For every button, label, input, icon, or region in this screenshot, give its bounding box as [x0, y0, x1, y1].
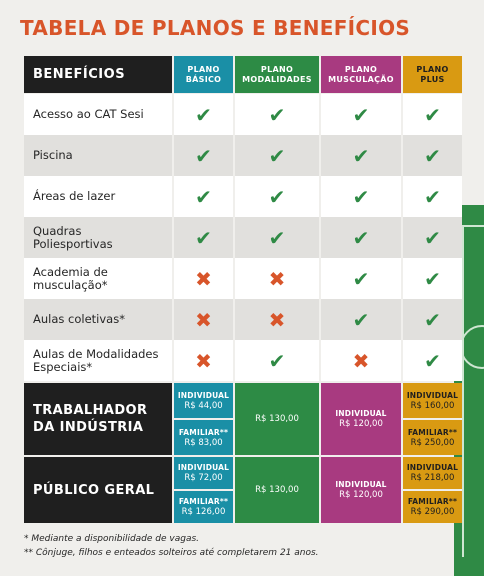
price-value: R$ 44,00	[184, 400, 223, 411]
benefit-cell-musculacao	[321, 258, 403, 299]
benefit-label-line: Piscina	[33, 148, 73, 162]
check-icon: ✔	[424, 266, 441, 291]
benefit-cell-modalidades	[235, 258, 321, 299]
price-value: R$ 72,00	[184, 473, 223, 483]
plan-basico-header	[174, 56, 235, 93]
price-box-individual	[403, 457, 462, 491]
benefit-cell-modalidades	[235, 135, 321, 176]
check-icon: ✔	[352, 184, 370, 209]
benefit-cell-basico	[174, 258, 235, 299]
price-value: R$ 130,00	[255, 413, 299, 424]
benefit-label-line: Quadras	[33, 223, 82, 238]
plan-header-name: PLUS	[420, 74, 445, 84]
benefit-cell-modalidades	[235, 176, 321, 217]
pricing-row-publico	[24, 457, 462, 523]
benefit-cell-plus	[403, 176, 462, 217]
check-icon: ✔	[352, 266, 370, 291]
price-box-musculacao	[321, 383, 401, 455]
benefit-row	[24, 340, 462, 381]
table-header-row	[24, 56, 462, 93]
price-box-individual	[403, 383, 462, 420]
price-value: R$ 250,00	[410, 437, 455, 448]
plan-header-name: MODALIDADES	[242, 74, 312, 84]
check-icon: ✔	[268, 225, 286, 250]
pricing-row-trabalhador	[24, 383, 462, 455]
price-plus-trabalhador	[403, 383, 462, 455]
cross-icon: ✖	[352, 348, 370, 373]
check-icon: ✔	[268, 348, 286, 373]
pricing-label-publico: PÚBLICO GERAL	[24, 457, 174, 523]
price-box-individual	[174, 383, 233, 420]
price-label: FAMILIAR**	[407, 497, 458, 506]
plan-header-line: PLANO	[260, 64, 294, 74]
price-label: FAMILIAR**	[178, 497, 229, 506]
cross-icon: ✖	[195, 307, 212, 332]
price-label: INDIVIDUAL	[406, 463, 459, 472]
benefit-label	[24, 258, 174, 299]
check-icon: ✔	[424, 348, 441, 373]
price-value: R$ 126,00	[181, 507, 226, 517]
footnote: * Mediante a disponibilidade de vagas.	[24, 534, 200, 544]
plan-header-line: PLANO	[187, 64, 220, 74]
benefit-label-line: Especiais*	[33, 359, 93, 374]
benefit-label	[24, 217, 174, 258]
benefit-cell-plus	[403, 299, 462, 340]
benefit-label-line: Aulas de Modalidades	[33, 346, 159, 361]
benefit-row	[24, 176, 462, 217]
field-line	[462, 225, 484, 557]
check-icon: ✔	[195, 225, 212, 250]
check-icon: ✔	[352, 102, 370, 127]
benefit-cell-musculacao	[321, 217, 403, 258]
price-musculacao-publico	[321, 457, 403, 523]
benefit-row	[24, 258, 462, 299]
footnote: ** Cônjuge, filhos e enteados solteiros até completarem 21 anos.	[24, 548, 319, 558]
price-value: R$ 218,00	[410, 473, 455, 483]
cross-icon: ✖	[268, 266, 286, 291]
benefit-label	[24, 340, 174, 381]
benefit-label	[24, 299, 174, 340]
check-icon: ✔	[268, 184, 286, 209]
plan-musculacao-header	[321, 56, 403, 93]
plan-header-line: PLANO	[344, 64, 378, 74]
cross-icon: ✖	[195, 348, 212, 373]
benefit-label-line: Academia de	[33, 264, 108, 279]
benefit-label-line: Áreas de lazer	[33, 189, 116, 203]
price-box-familiar	[403, 420, 462, 455]
price-box-modalidades	[235, 457, 319, 523]
benefit-cell-musculacao	[321, 94, 403, 135]
price-box-familiar	[403, 491, 462, 523]
price-box-modalidades	[235, 383, 319, 455]
price-musculacao-trabalhador	[321, 383, 403, 455]
price-box-musculacao	[321, 457, 401, 523]
cross-icon: ✖	[195, 266, 212, 291]
benefit-cell-musculacao	[321, 176, 403, 217]
plan-modalidades-header	[235, 56, 321, 93]
check-icon: ✔	[424, 225, 441, 250]
price-box-familiar	[174, 491, 233, 523]
benefit-cell-basico	[174, 217, 235, 258]
price-value: R$ 120,00	[339, 419, 383, 429]
benefit-cell-musculacao	[321, 299, 403, 340]
benefit-label	[24, 94, 174, 135]
check-icon: ✔	[352, 307, 370, 332]
plans-table	[24, 56, 462, 523]
plan-header-name: MUSCULAÇÃO	[328, 74, 394, 84]
check-icon: ✔	[268, 102, 286, 127]
price-label: FAMILIAR**	[178, 427, 229, 437]
price-label: INDIVIDUAL	[406, 390, 459, 400]
cross-icon: ✖	[268, 307, 286, 332]
plan-plus-header	[403, 56, 462, 93]
price-plus-publico	[403, 457, 462, 523]
price-box-individual	[174, 457, 233, 491]
benefit-cell-musculacao	[321, 135, 403, 176]
benefit-cell-modalidades	[235, 299, 321, 340]
benefit-cell-plus	[403, 340, 462, 381]
benefit-label	[24, 176, 174, 217]
benefit-row	[24, 299, 462, 340]
price-label: INDIVIDUAL	[177, 390, 230, 400]
benefit-cell-basico	[174, 176, 235, 217]
benefit-label	[24, 135, 174, 176]
price-value: R$ 290,00	[410, 507, 455, 517]
check-icon: ✔	[424, 102, 441, 127]
price-label: INDIVIDUAL	[335, 480, 387, 489]
benefit-cell-basico	[174, 135, 235, 176]
benefit-cell-basico	[174, 94, 235, 135]
pricing-label-line: TRABALHADOR	[33, 403, 148, 418]
benefit-cell-modalidades	[235, 94, 321, 135]
benefit-row	[24, 217, 462, 258]
check-icon: ✔	[424, 184, 441, 209]
pricing-label-line: DA INDÚSTRIA	[33, 420, 144, 435]
check-icon: ✔	[352, 143, 370, 168]
benefit-cell-plus	[403, 217, 462, 258]
benefit-rows	[24, 94, 462, 381]
check-icon: ✔	[195, 143, 212, 168]
price-value: R$ 130,00	[255, 484, 299, 495]
benefits-header: BENEFÍCIOS	[24, 56, 174, 93]
benefit-cell-plus	[403, 135, 462, 176]
benefit-label-line: Aulas coletivas*	[33, 312, 125, 326]
check-icon: ✔	[195, 102, 212, 127]
price-modalidades-trabalhador	[235, 383, 321, 455]
price-label: INDIVIDUAL	[335, 409, 387, 418]
benefit-label-line: musculação*	[33, 277, 108, 292]
plan-header-name: BÁSICO	[185, 74, 222, 84]
check-icon: ✔	[424, 307, 441, 332]
benefit-row	[24, 135, 462, 176]
price-label: FAMILIAR**	[407, 427, 458, 437]
price-box-familiar	[174, 420, 233, 455]
benefit-row	[24, 94, 462, 135]
benefit-cell-plus	[403, 94, 462, 135]
price-basico-publico	[174, 457, 235, 523]
price-label: INDIVIDUAL	[177, 463, 230, 472]
benefit-cell-musculacao	[321, 340, 403, 381]
benefit-label-line: Poliesportivas	[33, 236, 113, 251]
price-value: R$ 160,00	[410, 400, 455, 411]
benefit-label-line: Acesso ao CAT Sesi	[33, 107, 144, 121]
benefit-cell-basico	[174, 299, 235, 340]
benefit-cell-modalidades	[235, 217, 321, 258]
footnotes	[24, 532, 319, 560]
price-value: R$ 120,00	[339, 490, 383, 500]
pricing-label-trabalhador	[24, 383, 174, 455]
plan-header-line: PLANO	[416, 64, 449, 74]
check-icon: ✔	[352, 225, 370, 250]
price-basico-trabalhador	[174, 383, 235, 455]
price-value: R$ 83,00	[184, 437, 223, 448]
price-modalidades-publico	[235, 457, 321, 523]
benefit-cell-basico	[174, 340, 235, 381]
page-title: TABELA DE PLANOS E BENEFÍCIOS	[20, 16, 411, 40]
check-icon: ✔	[268, 143, 286, 168]
benefit-cell-plus	[403, 258, 462, 299]
check-icon: ✔	[195, 184, 212, 209]
check-icon: ✔	[424, 143, 441, 168]
benefit-cell-modalidades	[235, 340, 321, 381]
